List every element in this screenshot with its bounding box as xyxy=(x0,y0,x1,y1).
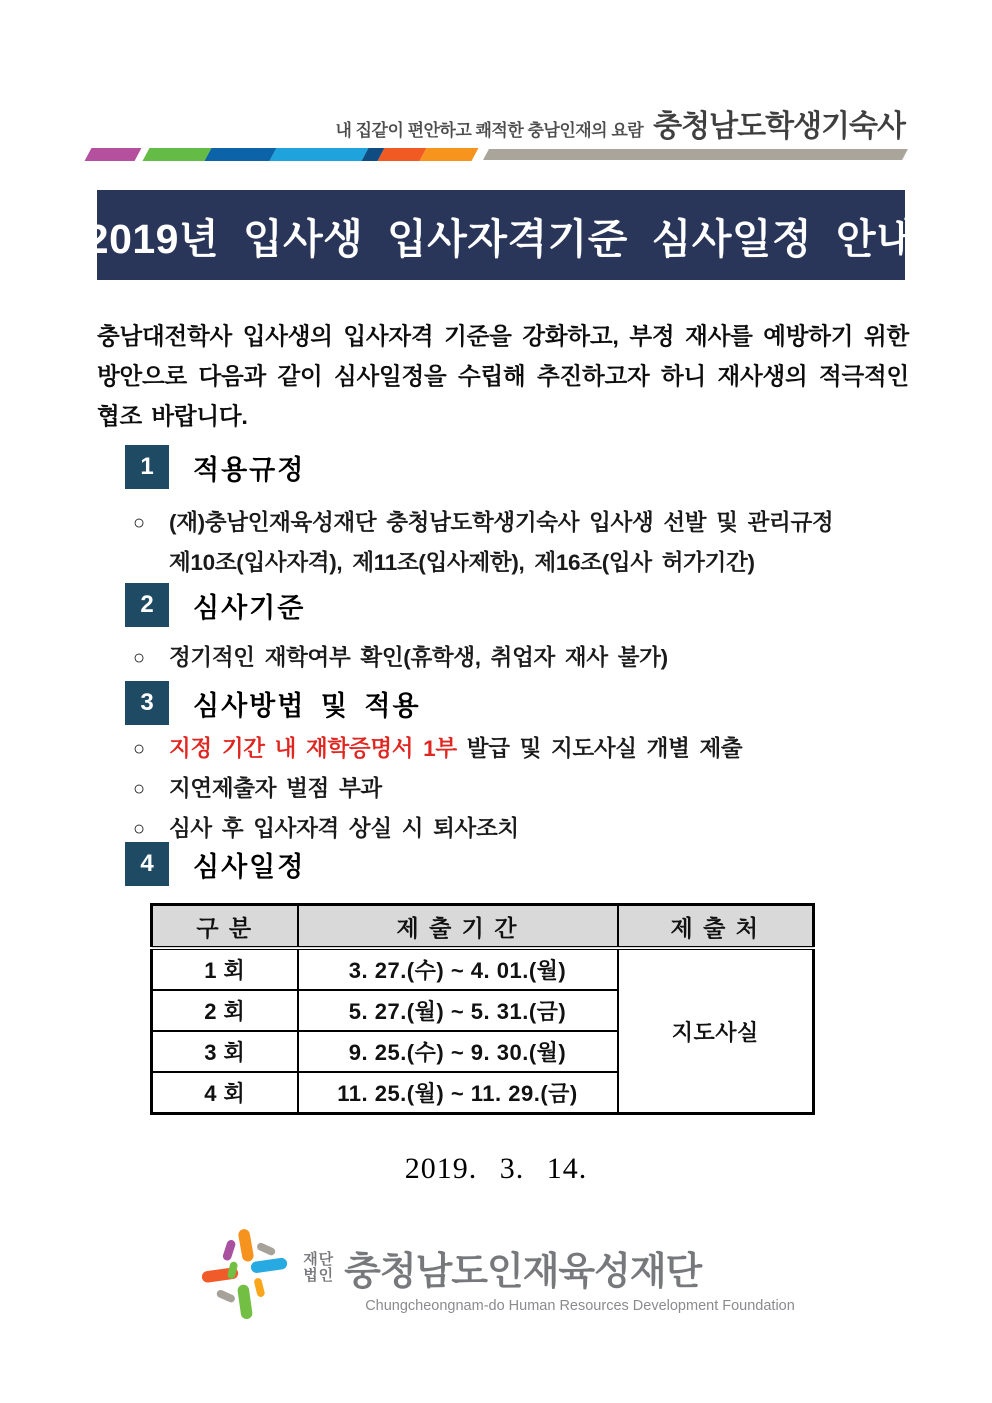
bullet-circle-icon: ○ xyxy=(133,738,145,760)
section-4-title: 심사일정 xyxy=(193,851,306,882)
header-stripe xyxy=(88,148,905,161)
masthead xyxy=(335,101,905,145)
org-type-label xyxy=(303,1252,334,1284)
masthead-slogan: 내 집같이 편안하고 쾌적한 충남인재의 요람 xyxy=(335,121,644,140)
column-header-period: 제 출 기 간 xyxy=(298,905,618,949)
bullet-circle-icon: ○ xyxy=(133,512,145,534)
period-cell: 11. 25.(월) ~ 11. 29.(금) xyxy=(298,1072,618,1114)
document-date: 2019. 3. 14. xyxy=(404,1152,588,1185)
org-type-line1: 재단 xyxy=(303,1250,335,1268)
round-cell: 1 회 xyxy=(152,948,298,990)
section-2-body xyxy=(133,638,903,678)
bullet-item-continuation xyxy=(133,543,903,583)
stripe-segment-light-blue xyxy=(270,148,369,161)
period-cell: 3. 27.(수) ~ 4. 01.(월) xyxy=(298,948,618,990)
table-header-row xyxy=(152,905,814,949)
foundation-logo xyxy=(0,1222,992,1330)
org-name: 충청남도인재육성재단 xyxy=(344,1251,702,1293)
page-title: 2019년 입사생 입사자격기준 심사일정 안내 xyxy=(85,215,917,262)
section-1-title: 적용규정 xyxy=(193,454,306,485)
round-cell: 4 회 xyxy=(152,1072,298,1114)
schedule-table xyxy=(150,903,815,1115)
section-1-number-badge: 1 xyxy=(125,445,169,489)
section-3-body xyxy=(133,729,903,849)
section-4-number-badge: 4 xyxy=(125,842,169,886)
table-row xyxy=(152,948,814,990)
bullet-item xyxy=(133,503,903,543)
bullet-text-rest: 발급 및 지도사실 개별 제출 xyxy=(456,736,743,761)
org-name-english: Chungcheongnam-do Human Resources Development Foundation xyxy=(365,1298,795,1314)
bullet-item xyxy=(133,638,903,678)
period-cell: 5. 27.(월) ~ 5. 31.(금) xyxy=(298,990,618,1031)
section-3-header xyxy=(125,681,421,725)
section-4-header xyxy=(125,842,305,886)
round-cell: 3 회 xyxy=(152,1031,298,1072)
section-2-header xyxy=(125,583,305,627)
intro-paragraph: 충남대전학사 입사생의 입사자격 기준을 강화하고, 부정 재사를 예방하기 위한 방안으로 다음과 같이 심사일정을 수립해 추진하고자 하니 재사생의 적극적인 협조 바랍니다. xyxy=(97,322,909,429)
bullet-text: 정기적인 재학여부 확인(휴학생, 취업자 재사 불가) xyxy=(169,645,668,670)
section-1-header xyxy=(125,445,305,489)
round-cell: 2 회 xyxy=(152,990,298,1031)
stripe-segment-green xyxy=(143,148,212,161)
column-header-destination: 제 출 처 xyxy=(618,905,814,949)
column-header-round: 구 분 xyxy=(152,905,298,949)
masthead-brand: 충청남도학생기숙사 xyxy=(653,110,905,143)
bullet-circle-icon: ○ xyxy=(133,647,145,669)
bullet-text-red-emphasis: 지정 기간 내 재학증명서 1부 xyxy=(169,736,457,761)
bullet-text: 심사 후 입사자격 상실 시 퇴사조치 xyxy=(169,816,519,841)
section-2-title: 심사기준 xyxy=(193,592,306,623)
section-1-body xyxy=(133,503,903,583)
section-3-number-badge: 3 xyxy=(125,681,169,725)
bullet-text: (재)충남인재육성재단 충청남도학생기숙사 입사생 선발 및 관리규정 xyxy=(169,510,834,535)
stripe-segment-magenta xyxy=(85,148,142,161)
stripe-segment-orange xyxy=(420,148,479,161)
stripe-segment-gray xyxy=(483,149,908,160)
section-2-number-badge: 2 xyxy=(125,583,169,627)
bullet-item xyxy=(133,769,903,809)
bullet-circle-icon: ○ xyxy=(133,778,145,800)
destination-cell: 지도사실 xyxy=(618,948,814,1114)
section-3-title: 심사방법 및 적용 xyxy=(193,690,421,721)
foundation-text xyxy=(303,1240,795,1314)
bullet-text: 지연제출자 벌점 부과 xyxy=(169,776,382,801)
bullet-text xyxy=(169,729,742,769)
foundation-pinwheel-icon xyxy=(197,1222,293,1330)
bullet-circle-icon: ○ xyxy=(133,818,145,840)
period-cell: 9. 25.(수) ~ 9. 30.(월) xyxy=(298,1031,618,1072)
title-banner xyxy=(85,190,917,280)
org-type-line2: 법인 xyxy=(303,1266,335,1284)
bullet-item xyxy=(133,729,903,769)
stripe-segment-dark-blue xyxy=(205,148,277,161)
bullet-text: 제10조(입사자격), 제11조(입사제한), 제16조(입사 허가기간) xyxy=(169,550,755,575)
